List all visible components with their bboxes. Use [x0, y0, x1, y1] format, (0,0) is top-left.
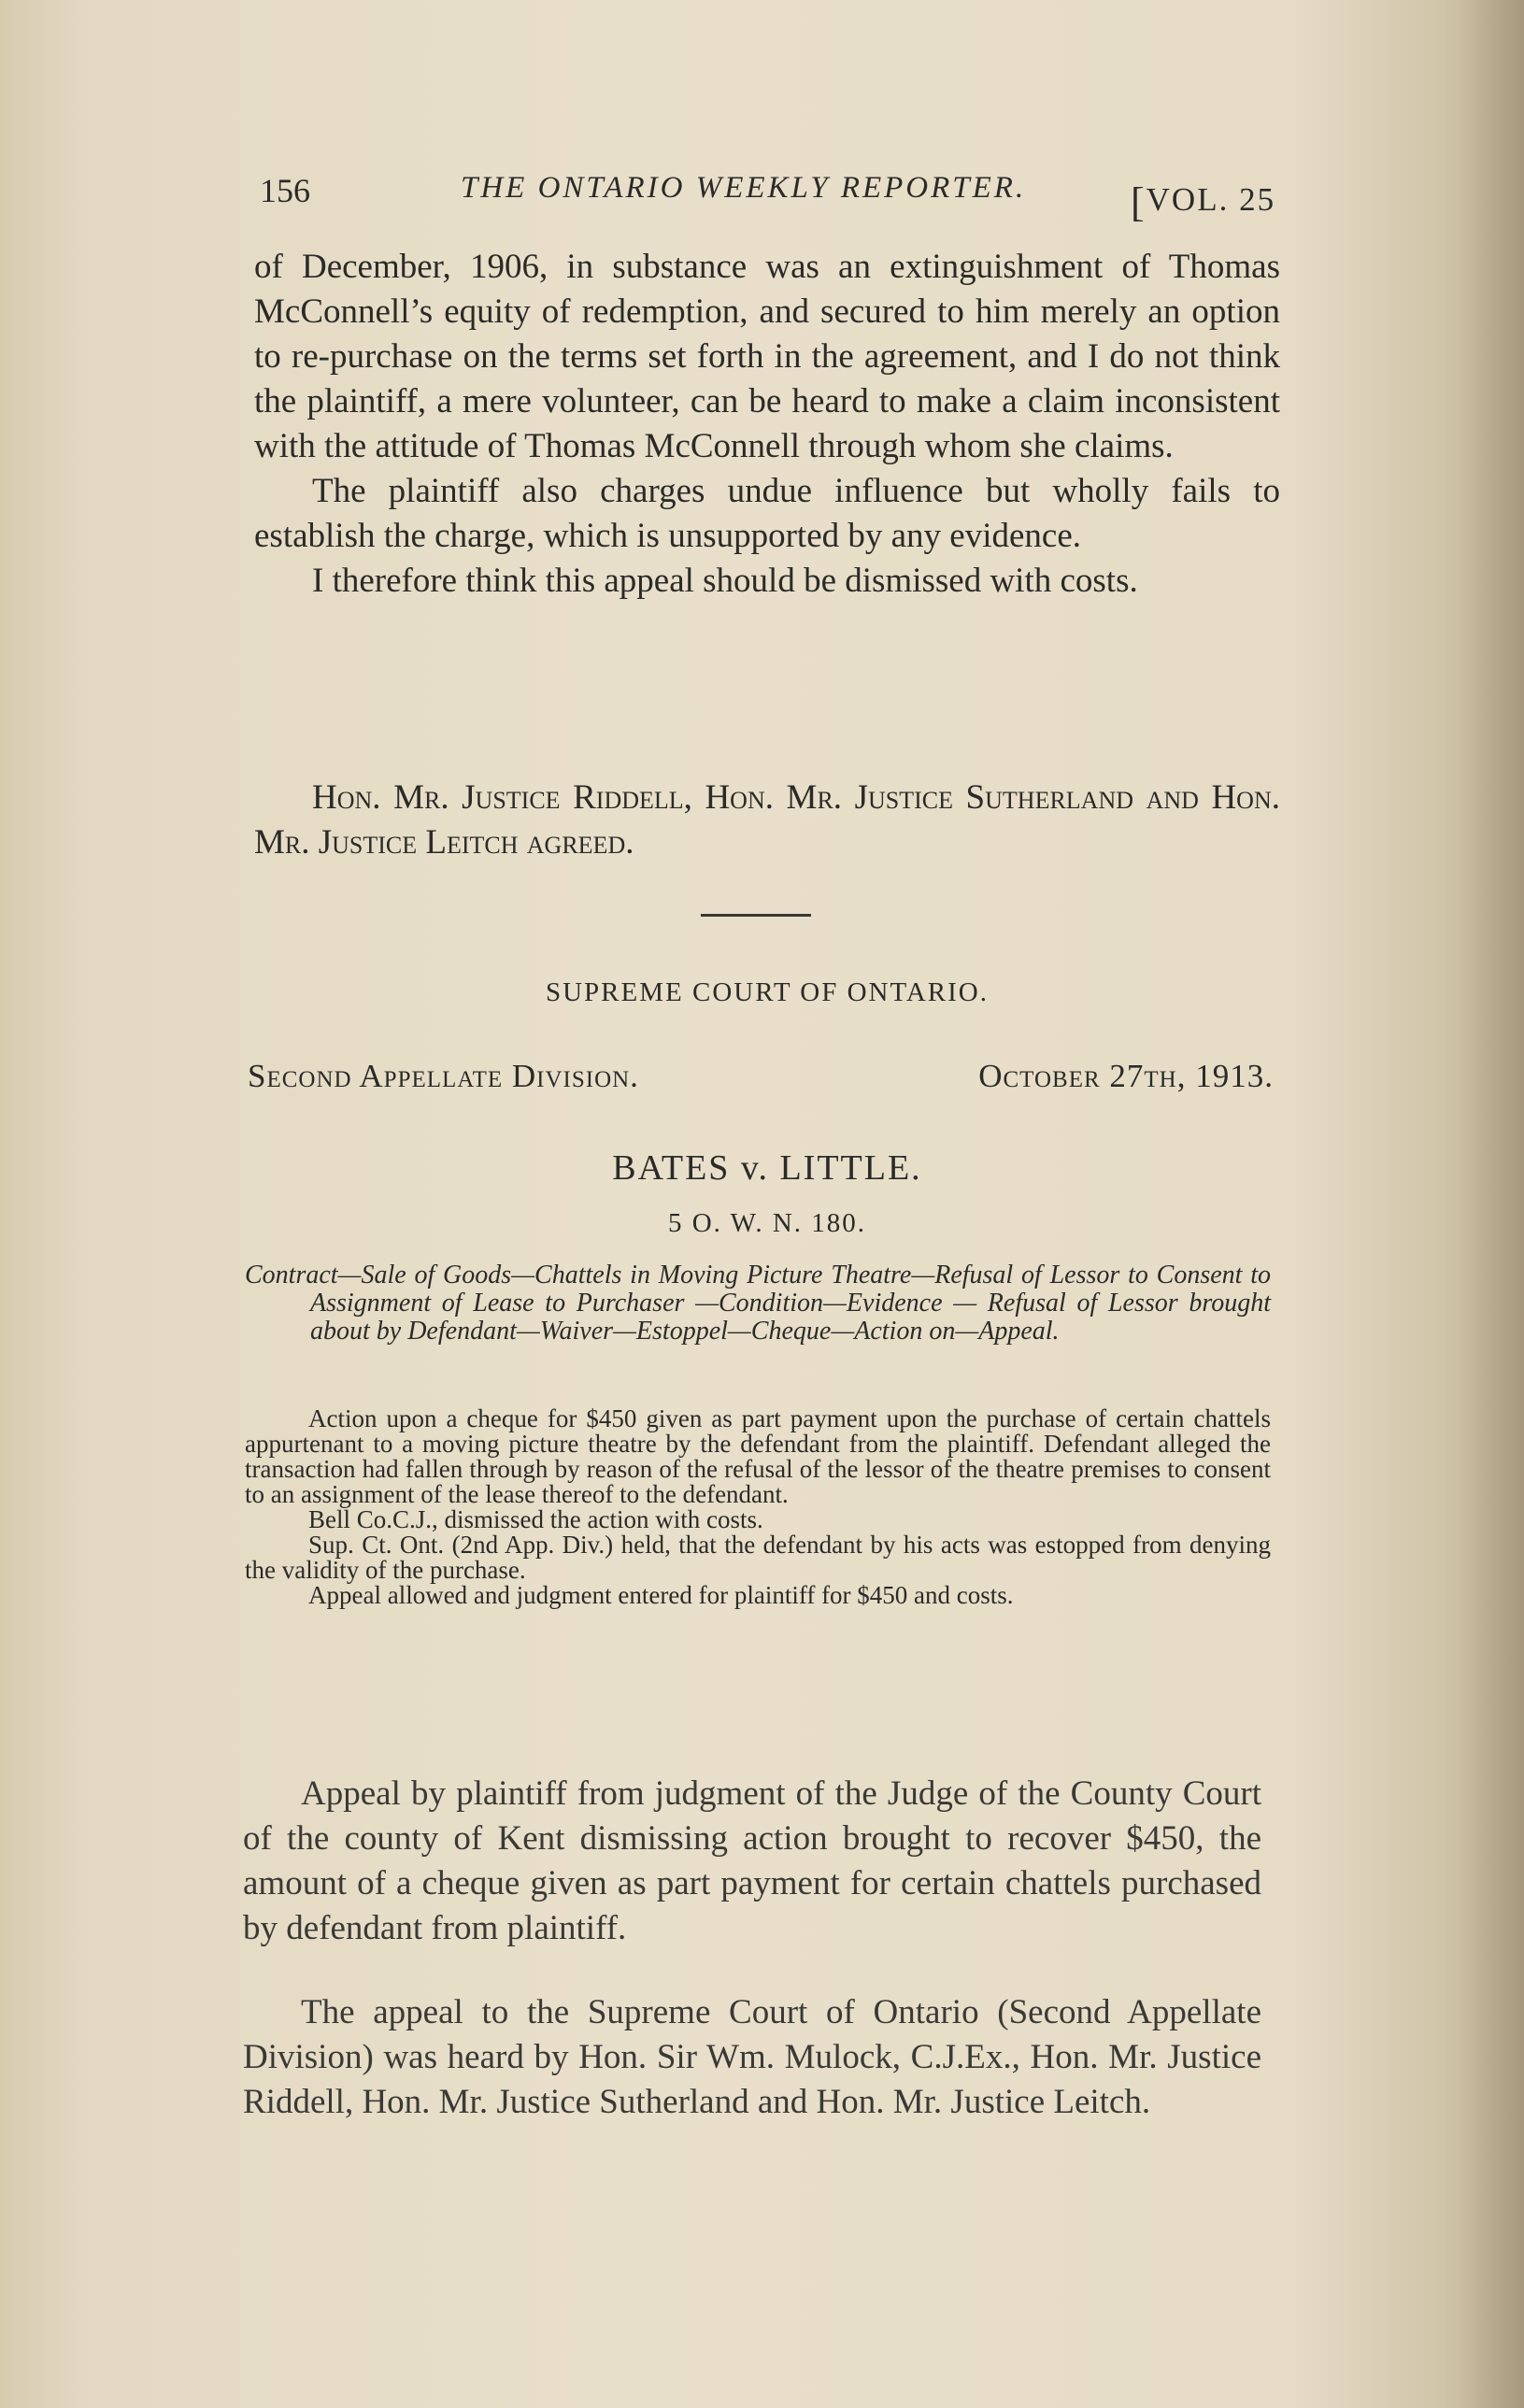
- section-divider: [701, 914, 811, 917]
- division: Second Appellate Division.: [248, 1058, 639, 1094]
- paragraph: Appeal by plaintiff from judgment of the Judge of the County Court of the county of Kent dismissing action brought to recover $450, the amount of a cheque given as part payment for certain chattels purchased by defendant from plaintiff.: [243, 1774, 1261, 1947]
- summary-paragraph: Bell Co.C.J., dismissed the action with costs.: [308, 1505, 763, 1533]
- page-number: 156: [260, 172, 310, 209]
- paragraph: The appeal to the Supreme Court of Ontario (Second Appellate Division) was heard by Hon. Sir Wm. Mulock, C.J.Ex., Hon. Mr. Justice Riddell, Hon. Mr. Justice Sutherland and Hon. Mr. Justice Leitch.: [243, 1993, 1261, 2121]
- court-name: SUPREME COURT OF ONTARIO.: [545, 977, 989, 1007]
- paragraph: I therefore think this appeal should be dismissed with costs.: [312, 562, 1138, 600]
- summary-paragraph: Action upon a cheque for $450 given as part payment upon the purchase of certain chattels appurtenant to a moving picture theatre by the defendant from the plaintiff. Defendant alleged the transaction had fallen through by reason of the refusal of the lessor of the theatre premises to consent to an assignment of the lease thereof to the defendant.: [245, 1404, 1271, 1508]
- running-title: THE ONTARIO WEEKLY REPORTER.: [461, 171, 1027, 205]
- volume-text: VOL. 25: [1146, 181, 1276, 218]
- summary-paragraph: Appeal allowed and judgment entered for plaintiff for $450 and costs.: [308, 1581, 1014, 1609]
- decision-date: October 27th, 1913.: [978, 1058, 1274, 1094]
- case-title: BATES v. LITTLE.: [612, 1148, 922, 1188]
- summary-paragraph: Sup. Ct. Ont. (2nd App. Div.) held, that the defendant by his acts was estopped from denying the validity of the purchase.: [245, 1531, 1271, 1584]
- volume-label: [VOL. 25: [1131, 179, 1276, 225]
- case-summary: [245, 1406, 1271, 1608]
- page-header: [260, 171, 1278, 227]
- paragraph: of December, 1906, in substance was an extinguishment of Thomas McConnell’s equity of redemption, and secured to him merely an option to re-purchase on the terms set forth in the agreement, and I do not think the plaintiff, a mere volunteer, can be heard to make a claim inconsistent with the attitude of Thomas McConnell through whom she claims.: [254, 248, 1280, 465]
- headnote-text: Contract—Sale of Goods—Chattels in Moving Picture Theatre—Refusal of Lessor to Consent to Assignment of Lease to Purchaser —Condition—Evidence — Refusal of Lessor brought about by Defendant—Waiver—Estoppel—Cheque—Action on—Appeal.: [245, 1261, 1271, 1346]
- headnote: [245, 1261, 1271, 1346]
- paragraph: The plaintiff also charges undue influence but wholly fails to establish the charge, which is unsupported by any evidence.: [254, 472, 1280, 555]
- citation: 5 O. W. N. 180.: [667, 1208, 867, 1238]
- judges-agreed: Hon. Mr. Justice Riddell, Hon. Mr. Justice Sutherland and Hon. Mr. Justice Leitch agreed.: [254, 778, 1280, 862]
- opinion-continuation: [254, 245, 1280, 604]
